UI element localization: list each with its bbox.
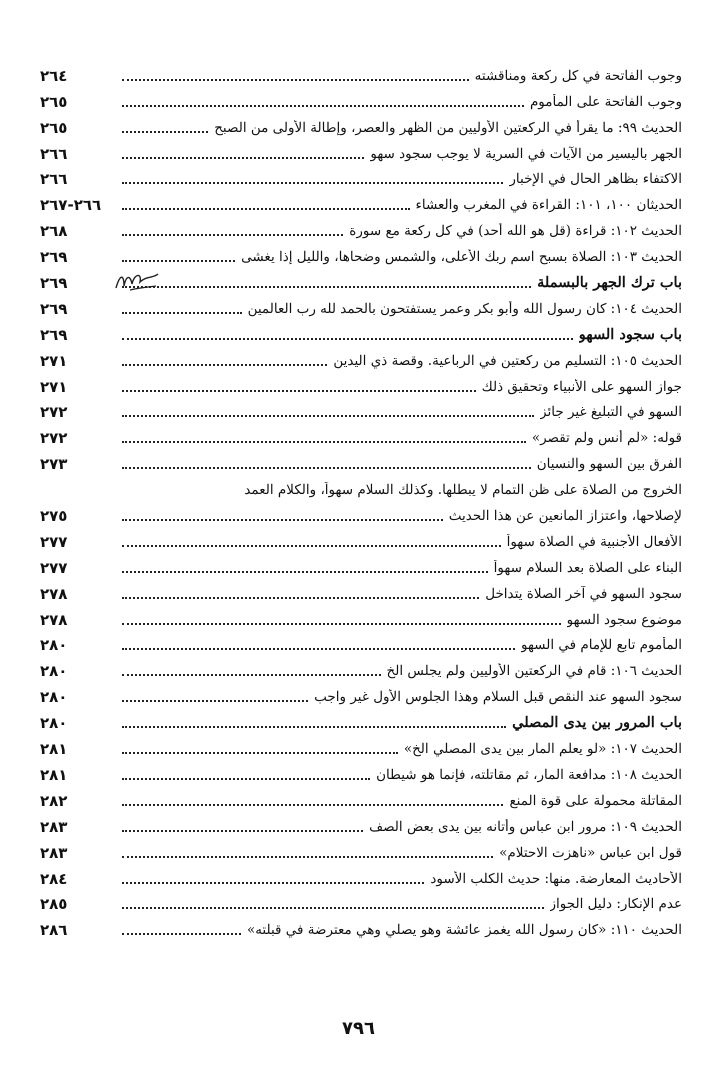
toc-row bbox=[40, 395, 682, 421]
toc-row bbox=[40, 420, 682, 446]
dot-leader bbox=[122, 182, 503, 184]
dot-leader bbox=[122, 648, 515, 650]
toc-entry-text: الحديث ١٠٣: الصلاة بسبح اسم ربك الأعلى، والشمس وضحاها، والليل إذا يغشى bbox=[241, 249, 682, 266]
toc-entry-text: قوله: «لم أنس ولم تقصر» bbox=[531, 430, 682, 447]
dot-leader bbox=[122, 208, 410, 210]
toc-page-number: ٢٨١ bbox=[40, 740, 68, 759]
toc-entry-text: الجهر باليسير من الآيات في السرية لا يوجب سجود سهو bbox=[370, 145, 682, 162]
toc-page-number: ٢٧٢ bbox=[40, 429, 68, 448]
toc-page-number: ٢٦٩ bbox=[40, 325, 68, 344]
toc-page-number: ٢٦٦-٢٦٧ bbox=[40, 196, 102, 215]
toc-page-number: ٢٦٥ bbox=[40, 92, 68, 111]
dot-leader bbox=[122, 312, 242, 314]
dot-leader bbox=[122, 131, 208, 133]
dot-leader bbox=[122, 726, 506, 728]
toc-page-number: ٢٨٦ bbox=[40, 921, 68, 940]
toc-page-number: ٢٦٤ bbox=[40, 66, 68, 85]
dot-leader bbox=[122, 390, 476, 392]
toc-row bbox=[40, 550, 682, 576]
toc-page-number: ٢٦٩ bbox=[40, 299, 68, 318]
toc-entry-text: سجود السهو في آخر الصلاة يتداخل bbox=[485, 585, 682, 602]
toc-heading-row bbox=[40, 705, 682, 731]
toc-entry-text: الحديث ١٠٩: مرور ابن عباس وأتانه بين يدى بعض الصف bbox=[369, 818, 682, 835]
toc-page-number: ٢٨٠ bbox=[40, 636, 68, 655]
dot-leader bbox=[122, 519, 443, 521]
dot-leader bbox=[122, 571, 488, 573]
dot-leader bbox=[122, 545, 501, 547]
toc-row bbox=[40, 887, 682, 913]
toc-page-number: ٢٦٩ bbox=[40, 274, 68, 293]
toc-entry-text: باب المرور بين يدى المصلي bbox=[512, 715, 682, 732]
toc-entry-text: قول ابن عباس «ناهزت الاحتلام» bbox=[499, 844, 682, 861]
toc-row bbox=[40, 524, 682, 550]
toc-entry-text: البناء على الصلاة بعد السلام سهواً bbox=[493, 559, 682, 576]
toc-page-number: ٢٧١ bbox=[40, 377, 68, 396]
dot-leader bbox=[122, 260, 235, 262]
toc-page-number: ٢٧٧ bbox=[40, 558, 68, 577]
dot-leader bbox=[122, 338, 573, 340]
toc-entry-text: الفرق بين السهو والنسيان bbox=[536, 456, 682, 473]
dot-leader bbox=[122, 597, 479, 599]
toc-row bbox=[40, 861, 682, 887]
toc-entry-text: الحديث ١٠٨: مدافعة المار، ثم مقاتلته، فإنما هو شيطان bbox=[376, 766, 682, 783]
toc-row bbox=[40, 58, 682, 84]
toc-entry-text: وجوب الفاتحة على المأموم bbox=[529, 93, 682, 110]
toc-page-number: ٢٧٣ bbox=[40, 455, 68, 474]
dot-leader bbox=[122, 364, 327, 366]
toc-page-number: ٢٧٨ bbox=[40, 610, 68, 629]
dot-leader bbox=[122, 467, 531, 469]
toc-row bbox=[40, 809, 682, 835]
dot-leader bbox=[122, 415, 534, 417]
dot-leader bbox=[122, 105, 524, 107]
dot-leader bbox=[122, 856, 493, 858]
toc-row bbox=[40, 731, 682, 757]
dot-leader bbox=[122, 830, 363, 832]
toc-entry-text: وجوب الفاتحة في كل ركعة ومناقشته bbox=[474, 67, 682, 84]
toc-row bbox=[40, 136, 682, 162]
toc-page-number: ٢٧٨ bbox=[40, 584, 68, 603]
dot-leader bbox=[122, 441, 526, 443]
dot-leader bbox=[122, 752, 398, 754]
toc-entry-text: الخروج من الصلاة على ظن التمام لا يبطلها. وكذلك السلام سهواً، والكلام العمد bbox=[244, 482, 682, 499]
toc-page-number: ٢٧٥ bbox=[40, 507, 68, 526]
toc-page-number: ٢٦٨ bbox=[40, 222, 68, 241]
toc-row bbox=[40, 912, 682, 938]
dot-leader bbox=[122, 882, 424, 884]
toc-row bbox=[40, 446, 682, 472]
toc-entry-text: لإصلاحها، واعتزاز المانعين عن هذا الحديث bbox=[448, 508, 682, 525]
dot-leader bbox=[122, 778, 370, 780]
toc-entry-text: السهو في التبليغ غير جائز bbox=[540, 404, 682, 421]
dot-leader bbox=[122, 700, 308, 702]
toc-page-number: ٢٧١ bbox=[40, 351, 68, 370]
dot-leader bbox=[122, 286, 531, 288]
toc-row bbox=[40, 472, 682, 498]
toc-row bbox=[40, 110, 682, 136]
toc-entry-text: جواز السهو على الأنبياء وتحقيق ذلك bbox=[481, 378, 682, 395]
toc-page-number: ٢٨٠ bbox=[40, 688, 68, 707]
toc-row bbox=[40, 84, 682, 110]
toc-row bbox=[40, 602, 682, 628]
toc-row bbox=[40, 343, 682, 369]
toc-page-number: ٢٨٣ bbox=[40, 817, 68, 836]
toc-row bbox=[40, 576, 682, 602]
toc-page-number: ٢٧٧ bbox=[40, 532, 68, 551]
toc-entry-text: المأموم تابع للإمام في السهو bbox=[520, 637, 682, 654]
dot-leader bbox=[122, 674, 381, 676]
toc-entry-text: المقاتلة محمولة على قوة المنع bbox=[509, 792, 682, 809]
toc-row bbox=[40, 498, 682, 524]
toc-row bbox=[40, 213, 682, 239]
dot-leader bbox=[122, 804, 503, 806]
toc-page-number: ٢٦٦ bbox=[40, 144, 68, 163]
toc-page-number: ٢٦٦ bbox=[40, 170, 68, 189]
toc-page-number: ٢٨٣ bbox=[40, 843, 68, 862]
toc-page-number: ٢٦٩ bbox=[40, 248, 68, 267]
toc-row bbox=[40, 679, 682, 705]
toc-entry-text: سجود السهو عند النقص قبل السلام وهذا الجلوس الأول غير واجب bbox=[314, 689, 682, 706]
toc-entry-text: الحديث ١١٠: «كان رسول الله يغمز عائشة وهو يصلي وهي معترضة في قبلته» bbox=[246, 922, 682, 939]
toc-entry-text: الحديث ١٠٧: «لو يعلم المار بين يدى المصلي الخ» bbox=[403, 741, 682, 758]
toc-entry-text: الحديث ١٠٥: التسليم من ركعتين في الرباعية. وقصة ذي اليدين bbox=[333, 352, 682, 369]
toc-page-number: ٢٨٥ bbox=[40, 895, 68, 914]
toc-row bbox=[40, 653, 682, 679]
toc-entry-text: الأحاديث المعارضة. منها: حديث الكلب الأسود bbox=[430, 870, 682, 887]
toc-entry-text: الأفعال الأجنبية في الصلاة سهواً bbox=[506, 533, 682, 550]
toc-entry-text: الحديثان ١٠٠، ١٠١: القراءة في المغرب والعشاء bbox=[415, 197, 682, 214]
toc-entry-text: موضوع سجود السهو bbox=[566, 611, 682, 628]
toc-entry-text: عدم الإنكار: دليل الجواز bbox=[549, 896, 682, 913]
handwritten-mark bbox=[112, 270, 162, 294]
toc-entry-text: الحديث ١٠٢: قراءة (قل هو الله أحد) في كل ركعة مع سورة bbox=[349, 223, 682, 240]
toc-row bbox=[40, 187, 682, 213]
table-of-contents bbox=[40, 58, 682, 938]
toc-page-number: ٢٨٤ bbox=[40, 869, 68, 888]
toc-page-number: ٢٨٠ bbox=[40, 714, 68, 733]
dot-leader bbox=[122, 933, 241, 935]
dot-leader bbox=[122, 157, 364, 159]
toc-entry-text: الحديث ٩٩: ما يقرأ في الركعتين الأوليين من الظهر والعصر، وإطالة الأولى من الصبح bbox=[214, 119, 682, 136]
toc-entry-text: باب ترك الجهر بالبسملة bbox=[537, 275, 682, 292]
dot-leader bbox=[122, 234, 343, 236]
toc-page-number: ٢٨٢ bbox=[40, 791, 68, 810]
toc-row bbox=[40, 783, 682, 809]
dot-leader bbox=[122, 907, 544, 909]
toc-row bbox=[40, 162, 682, 188]
dot-leader bbox=[122, 79, 469, 81]
toc-row bbox=[40, 369, 682, 395]
dot-leader bbox=[122, 623, 561, 625]
toc-page-number: ٢٦٥ bbox=[40, 118, 68, 137]
toc-row bbox=[40, 628, 682, 654]
toc-row bbox=[40, 291, 682, 317]
toc-row bbox=[40, 757, 682, 783]
toc-row bbox=[40, 835, 682, 861]
toc-entry-text: باب سجود السهو bbox=[578, 326, 682, 343]
toc-row bbox=[40, 239, 682, 265]
page-number: ٧٩٦ bbox=[342, 1018, 375, 1039]
toc-page-number: ٢٧٢ bbox=[40, 403, 68, 422]
toc-page-number: ٢٨٠ bbox=[40, 662, 68, 681]
toc-entry-text: الحديث ١٠٤: كان رسول الله وأبو بكر وعمر يستفتحون بالحمد لله رب العالمين bbox=[247, 300, 682, 317]
toc-entry-text: الاكتفاء بظاهر الحال في الإخبار bbox=[509, 171, 682, 188]
toc-page-number: ٢٨١ bbox=[40, 765, 68, 784]
toc-heading-row bbox=[40, 317, 682, 343]
toc-entry-text: الحديث ١٠٦: قام في الركعتين الأوليين ولم يجلس الخ bbox=[386, 663, 682, 680]
